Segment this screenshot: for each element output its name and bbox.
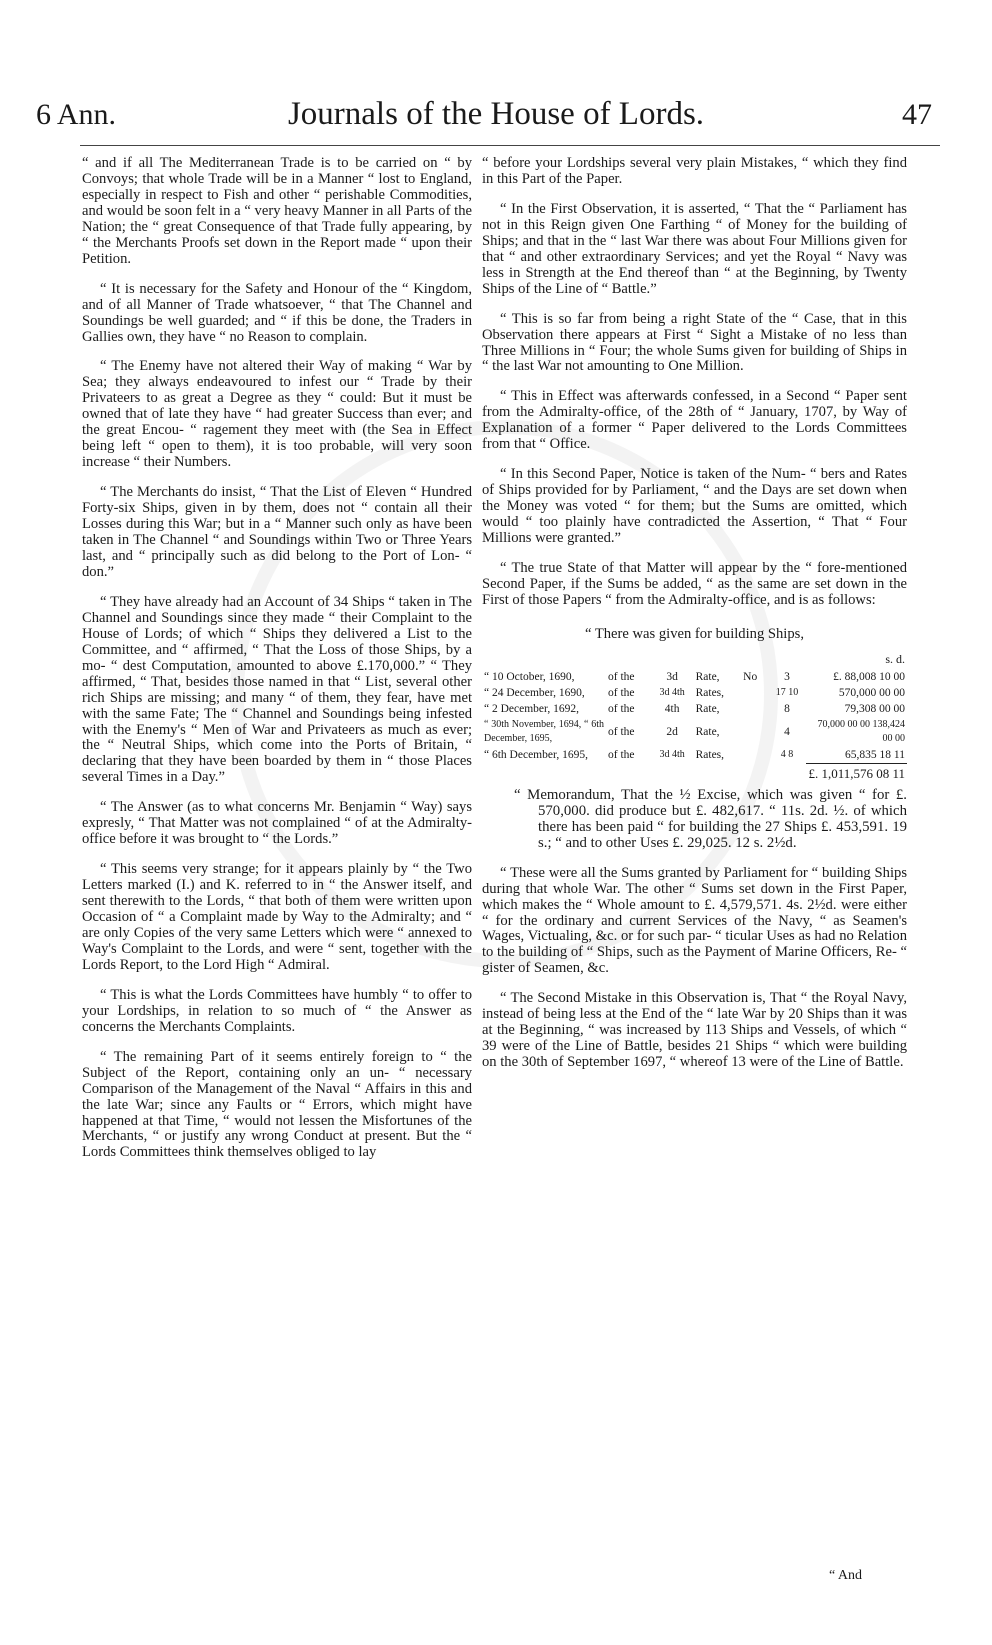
row-sum: £. 88,008 10 00 [833, 670, 905, 683]
row-count: 3 [784, 670, 790, 683]
row-sum: 65,835 18 11 [845, 748, 905, 761]
row-date: “ 6th December, 1695, [484, 749, 588, 762]
right-column [482, 156, 907, 1085]
row-rate: 2d [666, 725, 678, 738]
row-rate: 3d [666, 670, 678, 683]
ship-sums-table [482, 651, 907, 782]
table-row [482, 701, 907, 717]
row-of: of the [608, 702, 635, 715]
paragraph: “ In the First Observation, it is asserted, “ That the “ Parliament has not in this Reign given One Farthing “ of Money for the building of Ships; and that in the “ last War there was about Four Millions given for that “ and other extraordinary Services; and yet the Royal “ Navy was less in Strength at the End thereof than “ at the Beginning, by Twenty Ships of the Line of “ Battle.” [482, 200, 907, 297]
row-sum: 79,308 00 00 [844, 702, 905, 715]
catchword: “ And [828, 1568, 862, 1583]
paragraph: “ The Second Mistake in this Observation is, That “ the Royal Navy, instead of being less at the End of the “ late War by 20 Ships than it was at the Beginning, “ was increased by 113 Ships and Vessels, of which “ 39 were of the Line of Battle, besides 21 Ships “ which were building on the 30th of September 1697, “ whereof 13 were of the Line of Battle. [482, 990, 907, 1071]
paragraph: “ This is what the Lords Committees have humbly “ to offer to your Lordships, in relation to so much of “ the Answer as concerns the Merchants Complaints. [82, 986, 472, 1035]
row-no [741, 717, 767, 747]
row-date: “ 24 December, 1690, [484, 686, 585, 699]
row-of: of the [608, 670, 635, 683]
row-rate: 4th [664, 702, 680, 715]
table-row [482, 685, 907, 701]
row-count: 17 10 [775, 686, 799, 698]
table-row [482, 717, 907, 747]
header-page-number: 47 [902, 98, 932, 131]
paragraph: “ before your Lordships several very plain Mistakes, “ which they find in this Part of the Paper. [482, 155, 907, 187]
paragraph: “ The true State of that Matter will appear by the “ fore-mentioned Second Paper, if the Sums be added, “ as the same are set down in the First of those Papers “ from the Admiralty-office, and is as follows: [482, 560, 907, 608]
row-sum: 570,000 00 00 [838, 686, 905, 699]
row-no: No [743, 670, 758, 683]
paragraph: “ In this Second Paper, Notice is taken of the Num- “ bers and Rates of Ships provided for by Parliament, “ and the Days are set down when the Money was voted “ for them; but the Sums are omitted, which would “ too plainly have contradicted the Assertion, “ That “ Four Millions were granted.” [482, 466, 907, 547]
paragraph: “ This is so far from being a right State of the “ Case, that in this Observation there appears at First “ Sight a Mistake of no less than Three Millions in “ Four; the whole Sums given for building of Ships in “ the last War not amounting to One Million. [482, 310, 907, 375]
paragraph: “ This seems very strange; for it appears plainly by “ the Two Letters marked (I.) and K. referred to in “ the Answer itself, and sent therewith to the Lords, “ that both of them were written upon Occasion of “ a Complaint made by Way to the Admiralty; and “ are only Copies of the very same Letters which were “ annexed to Way's Complaint to the Lords, and were “ sent, together with the Lords Report, to the Lord High “ Admiral. [82, 861, 472, 973]
table-total-row [482, 763, 907, 782]
row-sum: 70,000 00 00 138,424 00 00 [817, 718, 905, 744]
row-of: of the [608, 749, 635, 762]
table-total: £. 1,011,576 08 11 [806, 763, 907, 782]
row-count: 4 8 [780, 749, 794, 761]
paragraph: “ These were all the Sums granted by Parliament for “ building Ships during that whole War. The other “ Sums set down in the First Paper, which makes the “ Whole amount to £. 4,579,571. 4s. 2½d. were either “ for the ordinary and current Services of the Navy, “ as Seamen's Wages, Victualing, &c. or for such par- “ ticular Uses as had no Relation to the building of “ Ships, such as the Payment of Marine Officers, Re- “ gister of Seamen, &c. [482, 864, 907, 977]
page-header [0, 96, 992, 146]
paragraph: “ They have already had an Account of 34 Ships “ taken in The Channel and Soundings since they made “ their Complaint to the House of Lords; of which “ Ships they delivered a List to the Committee, and “ affirmed, “ That the Loss of those Ships, by a mo- “ dest Computation, amounted to above £.170,000.” “ They affirmed, “ That, besides those named in that “ List, several other rich Ships are missing; and many “ of them, they fear, have met with the same Fate; The “ Channel and Soundings being infested with the Enemy's “ Men of War and Privateers as much as ever; the “ Neutral Ships, which come into the Ports of Britain, “ declaring that they have been boarded by them in “ those Places several Times in a Day.” [82, 593, 472, 786]
row-date: “ 30th November, 1694, “ 6th December, 1695, [484, 718, 604, 744]
memorandum: “ Memorandum, That the ½ Excise, which was given “ for £. 570,000. did produce but £. 482,617. “ 11s. 2d. ½. of which there has been paid “ for building the 27 Ships £. 453,591. 19 s.; “ and to other Uses £. 29,025. 12 s. 2½d. [514, 786, 907, 851]
paragraph: “ and if all The Mediterranean Trade is to be carried on “ by Convoys; that whole Trade will be in a Manner “ lost to England, especially in respect to Fish and other “ perishable Commodities, and would be soon felt in a “ very heavy Manner in all Parts of the Nation; the “ great Consequence of that Trade fully appearing, by “ the Merchants Proofs set down in the Report made “ upon their Petition. [82, 155, 472, 267]
paragraph: “ This in Effect was afterwards confessed, in a Second “ Paper sent from the Admiralty-office, of the 28th of “ January, 1707, by Way of Explanation of a former “ Paper delivered to the Lords Committees from that “ Office. [482, 388, 907, 453]
row-rate: 3d 4th [659, 749, 685, 761]
paragraph: “ The Answer (as to what concerns Mr. Benjamin “ Way) says expresly, “ That Matter was not complained “ of at the Admiralty-office before it was brought to “ the Lords.” [82, 799, 472, 848]
table-title: “ There was given for building Ships, [584, 625, 804, 642]
row-no [741, 747, 767, 764]
paragraph: “ The Enemy have not altered their Way of making “ War by Sea; they always endeavoured to infest our “ Trade by their Privateers to as great a Degree as they “ could: But it must be owned that of late they have “ had greater Success than ever; and the great Encou- “ ragement they meet with (the Sea in Effect being left “ open to them), it is too probable, will very soon increase “ their Numbers. [82, 358, 472, 471]
header-session: 6 Ann. [36, 98, 117, 131]
paragraph: “ It is necessary for the Safety and Honour of the “ Kingdom, and of all Manner of Trade whatsoever, “ that The Channel and Soundings be well guarded; and “ if this be done, the Traders in Gallies own, they have “ no Reason to complain. [82, 280, 472, 345]
row-rate: 3d 4th [659, 686, 685, 698]
row-rate-word: Rate, [695, 670, 720, 683]
row-rate-word: Rate, [695, 725, 720, 738]
row-date: “ 10 October, 1690, [484, 670, 575, 683]
row-no [741, 701, 767, 717]
row-count: 8 [784, 702, 790, 715]
paragraph: “ The remaining Part of it seems entirely foreign to “ the Subject of the Report, containing only an un- “ necessary Comparison of the Management of the Naval “ Affairs in this and the late War; since any Faults or “ Errors, which might have happened at that Time, “ would not lessen the Misfortunes of the Merchants, “ or justify any wrong Conduct at present. But the “ Lords Committees think themselves obliged to lay [82, 1048, 472, 1161]
row-of: of the [608, 686, 635, 699]
table-row [482, 747, 907, 764]
header-title: Journals of the House of Lords. [287, 96, 705, 132]
row-count: 4 [784, 725, 790, 738]
row-of: of the [608, 725, 635, 738]
row-no [741, 685, 767, 701]
table-row [482, 669, 907, 685]
header-rule [80, 145, 940, 146]
row-rate-word: Rates, [695, 749, 725, 762]
paragraph: “ The Merchants do insist, “ That the List of Eleven “ Hundred Forty-six Ships, given in by them, does not “ contain all their Losses during this War; but in a “ Manner such only as have been taken in The Channel “ and Soundings within Two or Three Years last, and “ principally such as did belong to the Port of Lon- “ don.” [82, 484, 472, 580]
row-rate-word: Rates, [695, 686, 725, 699]
row-date: “ 2 December, 1692, [484, 702, 580, 715]
left-column [82, 156, 472, 1175]
row-rate-word: Rate, [695, 702, 720, 715]
currency-header: s. d. [885, 651, 905, 666]
